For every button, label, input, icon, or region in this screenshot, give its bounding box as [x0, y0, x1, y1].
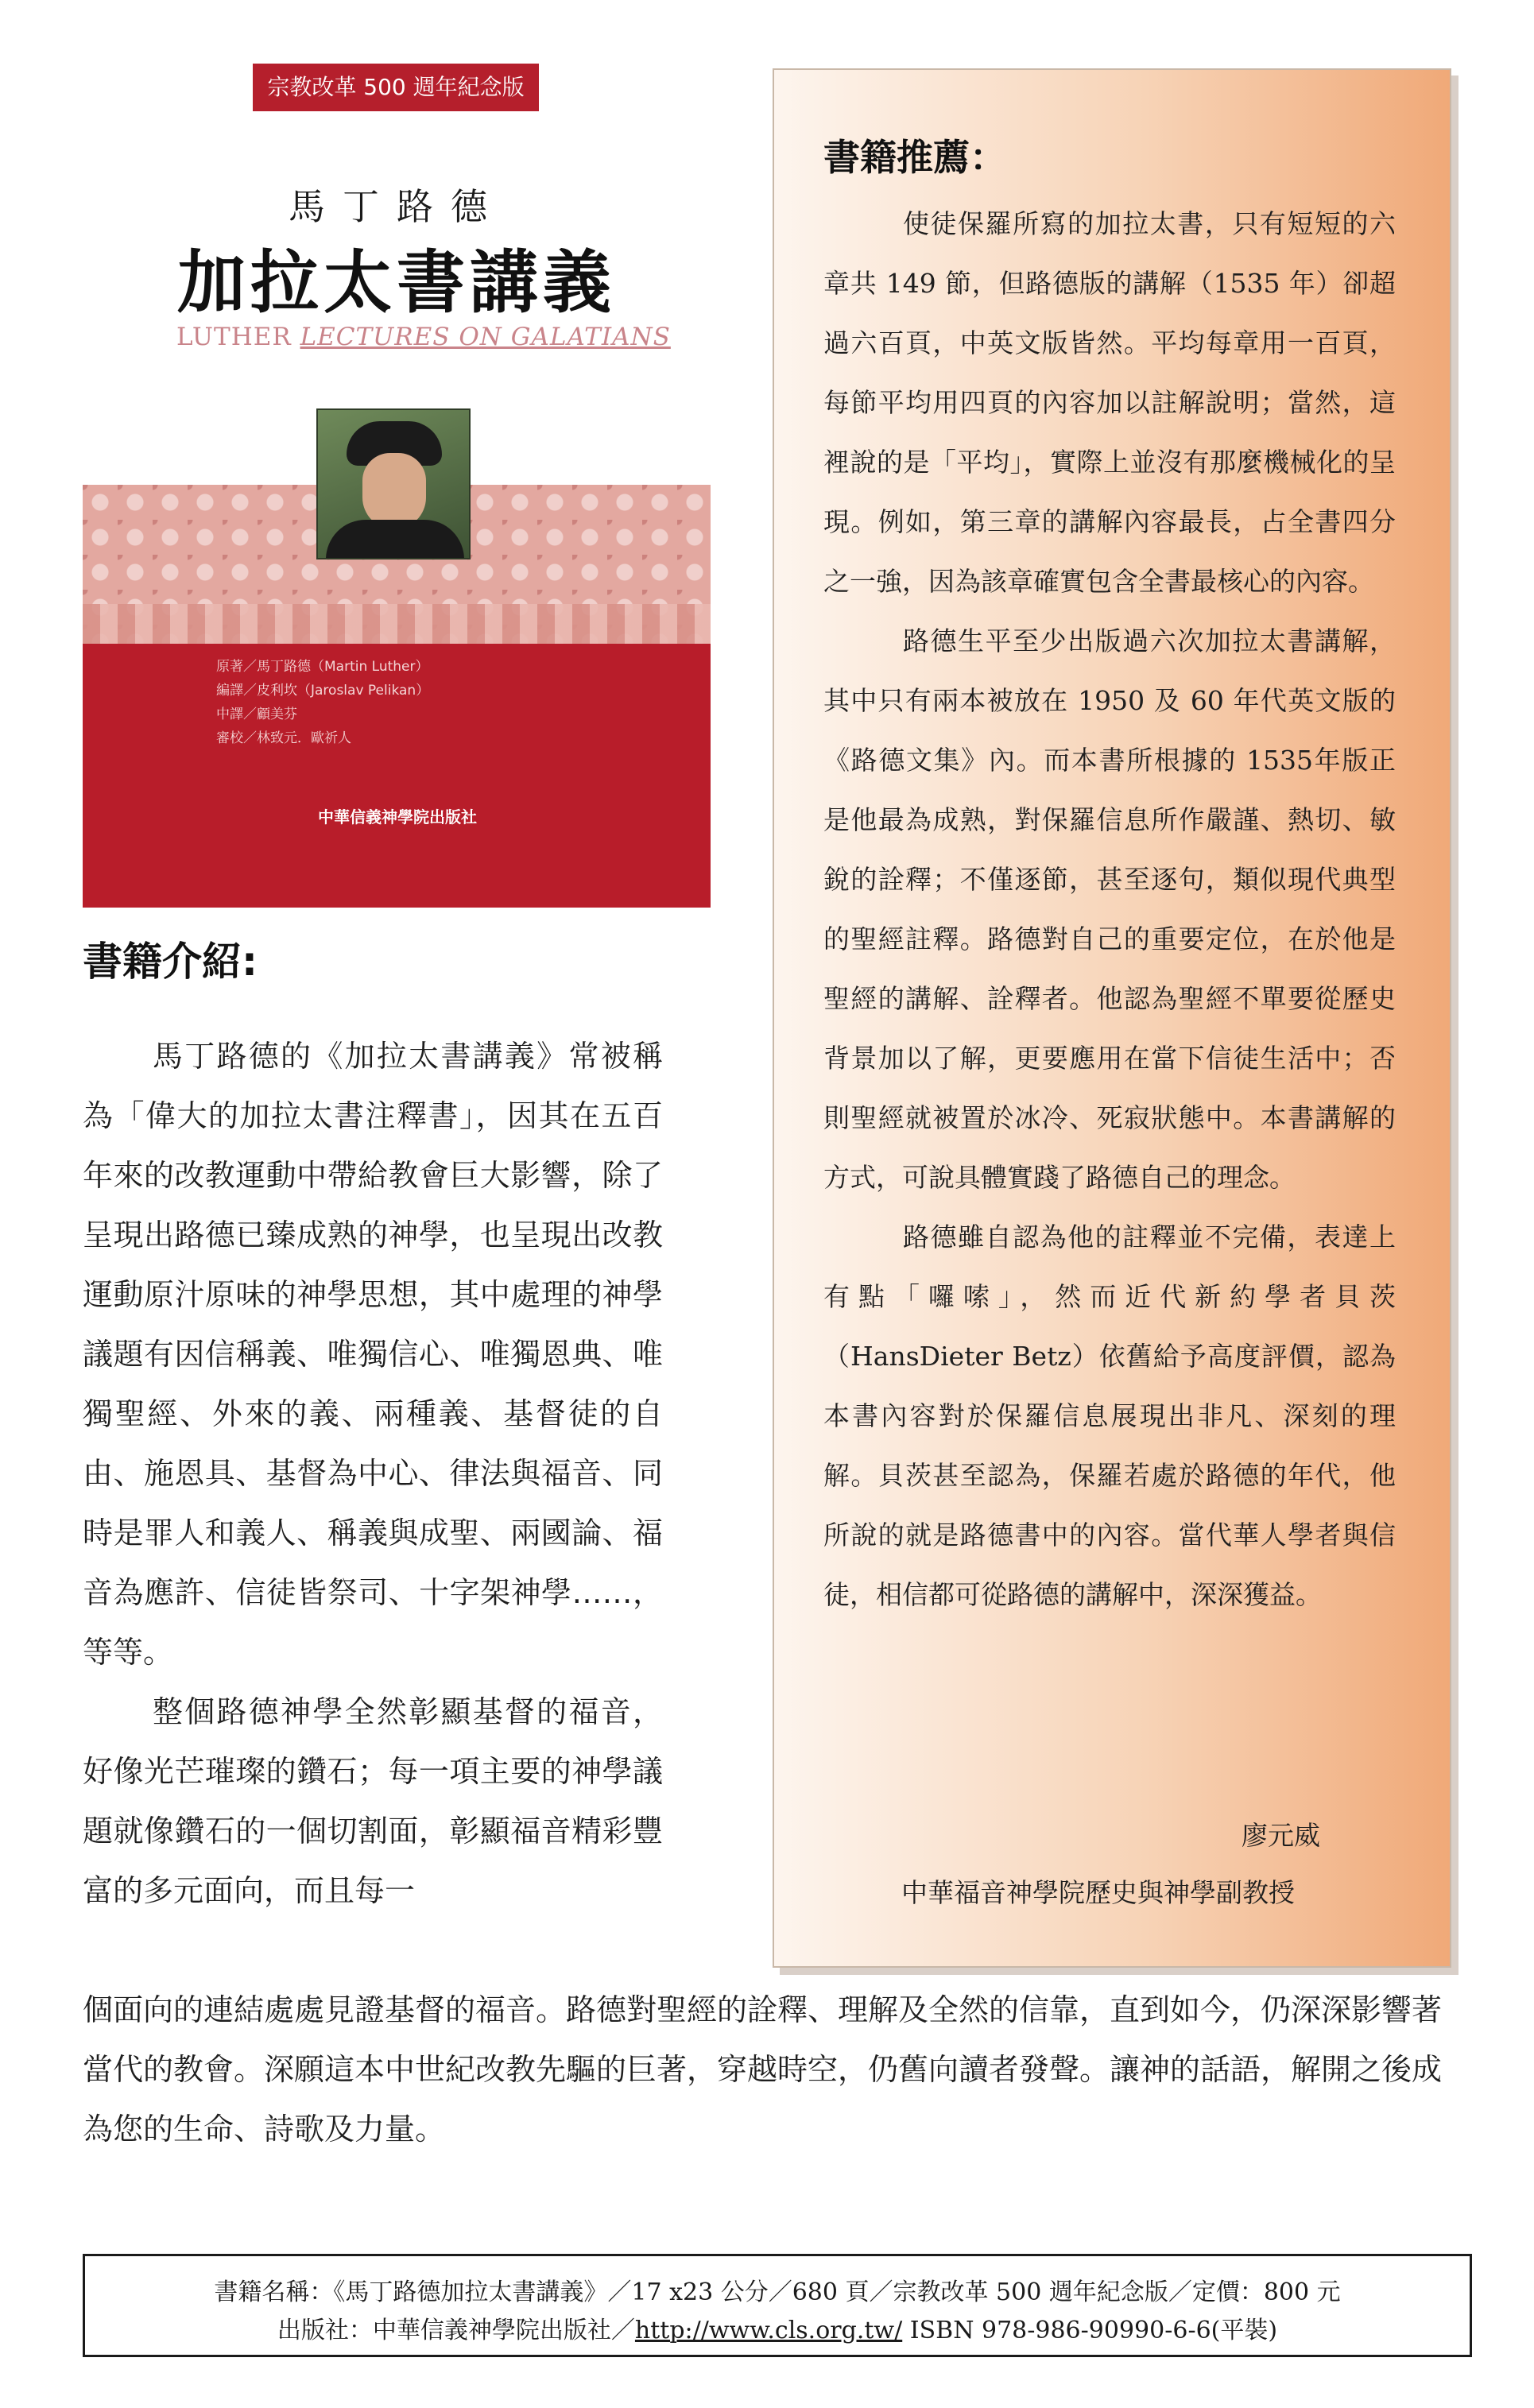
cover-publisher: 中華信義神學院出版社: [318, 807, 477, 827]
intro-line: 思想，其中處理的神學議題有因信稱: [83, 1277, 663, 1372]
publisher-label: 出版社：中華信義神學院出版社／: [277, 2317, 635, 2344]
recommendation-line: Dieter Betz）依舊給予高度評價，認為本書: [823, 1341, 1396, 1431]
cover-english-title-rest: LECTURES ON GALATIANS: [300, 323, 671, 351]
recommendation-line: 內容最長，占全書四分之一強，因為該章確: [823, 506, 1396, 597]
recommendation-paragraph-3: [823, 1207, 1396, 1624]
intro-line: 的神學議題就像鑽石的一個切割面，彰: [83, 1754, 663, 1849]
recommendation-line: 者與信徒，相信都可從路德的講解中，深深: [823, 1520, 1396, 1610]
recommendation-line: 年版正是他最為成熟，對保羅信息所作嚴: [823, 745, 1396, 835]
recommendation-body: [823, 194, 1396, 1624]
intro-paragraph-1: [83, 1027, 663, 1682]
cover-credits: [216, 655, 429, 750]
book-info-line-1: 書籍名稱：《馬丁路德加拉太書講義》／17 x23 公分／680 頁／宗教改革 500 週年紀念版／定價：800 元: [214, 2278, 1341, 2306]
intro-line: 音，好像光芒璀璨的鑽石；每一項主要: [83, 1694, 663, 1789]
intro-line: 整個路德神學全然彰顯基督的福: [153, 1694, 601, 1729]
recommendation-line: 明；當然，這裡說的是「平均」，實際上並沒: [823, 387, 1396, 478]
recommendation-line: 的重要定位，在於他是聖經的講解、詮釋者。: [823, 923, 1396, 1014]
recommendation-line: 路德雖自認為他的註釋並不完備，表達: [903, 1221, 1369, 1252]
intro-line: 學，也呈現出改教運動原汁原味的神學: [83, 1218, 663, 1312]
recommendation-line: 於冰冷、死寂狀態中。本書講解的方式，可: [823, 1102, 1396, 1193]
intro-line: 影響著當代的教會。深願這本中世紀改教先驅的巨著，穿越時空，仍舊向讀者發聲。讓神的話語，: [83, 1992, 1443, 2087]
intro-line: 義、唯獨信心、唯獨恩典、唯獨聖經、: [83, 1337, 663, 1431]
cover-english-title-prefix: LUTHER: [176, 323, 300, 351]
intro-line: 馬丁路德的《加拉太書講義》常被: [153, 1039, 633, 1074]
recommendation-line: 他認為聖經不單要從歷史背景加以了解，更: [823, 983, 1396, 1074]
portrait-face: [362, 453, 426, 529]
book-info-box: [83, 2254, 1472, 2357]
recommendation-line: 六章共 149 節，但路德版的講解（1535 年）: [823, 208, 1396, 299]
recommendation-line: 解。貝茨甚至認為，保羅若處於路德的年代，: [823, 1460, 1369, 1491]
recommendation-line: 使徒保羅所寫的加拉太書，只有短短的: [903, 208, 1369, 239]
recommendation-line: 謹、熱切、敏銳的詮釋；不僅逐節，甚至逐: [823, 804, 1396, 895]
cover-author: 馬丁路德: [289, 185, 505, 228]
intro-continuation: [83, 1980, 1459, 2159]
intro-line: 外來的義、兩種義、基督徒的自由、施: [83, 1396, 663, 1491]
cover-pattern-band: [83, 604, 711, 644]
intro-line: 是罪人和義人、稱義與成聖、兩國論、: [113, 1516, 633, 1550]
portrait-robe: [326, 520, 464, 559]
edition-badge: 宗教改革 500 週年紀念版: [253, 64, 539, 111]
intro-line: 在五百年來的改教運動中帶給教會巨大: [83, 1098, 663, 1193]
recommendation-author-title: 中華福音神學院歷史與神學副教授: [901, 1877, 1295, 1908]
intro-line: 稱為「偉大的加拉太書注釋書」，因其: [83, 1039, 663, 1133]
recommendation-line: 解，其中只有兩本被放在 1950 及 60 年代英: [823, 625, 1396, 716]
isbn-text: ISBN 978-986-90990-6-6(平裝): [902, 2317, 1278, 2344]
recommendation-paragraph-1: [823, 194, 1396, 611]
intro-heading: 書籍介紹:: [83, 939, 258, 985]
book-info-line-2: [85, 2310, 1470, 2345]
recommendation-line: 路德生平至少出版過六次加拉太書講: [903, 625, 1342, 656]
intro-line: 個面向的連結處處見證基督的福音。路德對聖經的詮釋、理解及全然的信靠，直到如今，仍深深: [83, 1992, 1352, 2027]
recommendation-line: 上有點「囉嗦」，然而近代新約學者貝茨（Hans: [823, 1221, 1396, 1372]
cover-credit-line: 編譯／皮利坎（Jaroslav Pelikan）: [216, 683, 430, 699]
intro-line: 福音為應許、信徒皆祭司、十字架神: [83, 1516, 663, 1610]
intro-column: [83, 1027, 663, 1921]
recommendation-line: 說具體實踐了路德自己的理念。: [928, 1162, 1296, 1193]
recommendation-line: 文版的《路德文集》內。而本書所根據的 1535: [823, 685, 1396, 776]
recommendation-line: 句，類似現代典型的聖經註釋。路德對自己: [823, 864, 1396, 954]
recommendation-line: 要應用在當下信徒生活中；否則聖經就被置: [823, 1043, 1396, 1133]
recommendation-line: 有那麼機械化的呈現。例如，第三章的講解: [823, 447, 1396, 537]
recommendation-line: 一百頁，每節平均用四頁的內容加以註解說: [823, 327, 1396, 418]
intro-line: 恩具、基督為中心、律法與福音、同時: [83, 1456, 663, 1550]
cover-english-title: [176, 323, 671, 351]
recommendation-line: 實包含全書最核心的內容。: [1059, 566, 1374, 597]
recommendation-line: 內容對於保羅信息展現出非凡、深刻的理: [881, 1400, 1396, 1431]
intro-line: 顯福音精彩豐富的多元面向，而且每一: [83, 1814, 663, 1908]
intro-line: 學……，等等。: [83, 1575, 663, 1670]
cover-credit-line: 原著／馬丁路德（Martin Luther）: [216, 659, 429, 675]
recommendation-line: 卻超過六百頁，中英文版皆然。平均每章用: [823, 268, 1396, 358]
intro-line: 解開之後成為您的生命、詩歌及力量。: [83, 2052, 1443, 2147]
cover-title: 加拉太書講義: [177, 242, 616, 323]
cover-credit-line: 審校／林致元．歐祈人: [216, 730, 351, 746]
recommendation-line: 他所說的就是路德書中的內容。當代華人學: [823, 1460, 1396, 1550]
publisher-website-link[interactable]: http://www.cls.org.tw/: [634, 2317, 903, 2344]
recommendation-box: [773, 68, 1451, 1968]
recommendation-author: 廖元威: [1242, 1820, 1320, 1851]
cover-credit-line: 中譯／顧美芬: [216, 707, 297, 722]
intro-line: 影響，除了呈現出路德已臻成熟的神: [83, 1158, 663, 1252]
recommendation-paragraph-2: [823, 611, 1396, 1207]
luther-portrait: [316, 408, 471, 559]
recommendation-line: 獲益。: [1243, 1579, 1322, 1610]
intro-paragraph-2: [83, 1682, 663, 1921]
recommendation-heading: 書籍推薦：: [823, 136, 1006, 179]
